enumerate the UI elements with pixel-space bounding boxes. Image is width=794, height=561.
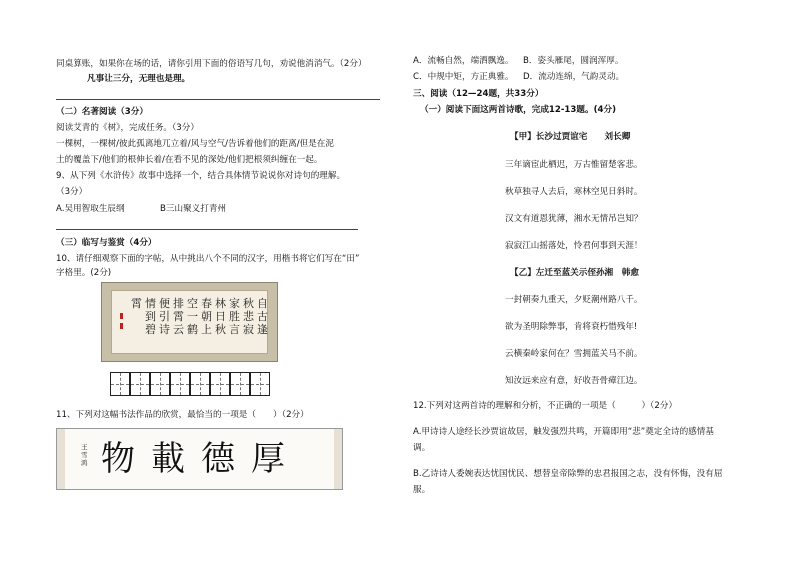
banner-text: 厚德載物 [101,439,301,479]
grid-cell[interactable] [250,372,270,396]
seal-stamp [120,313,123,319]
option-b: B三山聚义打青州 [160,204,227,214]
option-b-continued: 服。 [413,485,431,495]
grid-cell[interactable] [110,372,130,396]
copybook-column: 家胜言 [229,297,240,336]
question-10-score: 字格里。(2分) [56,268,112,278]
question-text: 同桌算账，如果你在场的话，请你引用下面的俗语写几句，劝说他消消气。（2分） [56,59,367,69]
section-title: （二）名著阅读（3分） [56,107,148,117]
copybook-column: 林日秋 [215,297,226,336]
poem-line: 土的覆盖下/他们的根伸长着/在看不见的深处/他们把根须纠缠在一起。 [56,155,323,165]
poem-line: 一棵树，一棵树/彼此孤离地兀立着/风与空气/告诉着他们的距离/但是在泥 [56,139,334,149]
grid-cell[interactable] [210,372,230,396]
poem-line: 知汝远来应有意，好收吾骨瘴江边。 [505,376,643,386]
banner-signature: 王雪鸿 [81,443,88,467]
option-d: D．流动连绵，气韵灵动。 [523,72,625,82]
copybook-column: 排霄云 [173,297,184,336]
question-9-score: （3分） [56,187,88,197]
copybook-column: 空一鹤 [187,297,198,336]
calligraphy-banner [56,428,343,490]
banner-edge [334,429,342,489]
section-intro: 阅读艾青的《树》，完成任务。（3分） [56,123,199,133]
divider [56,99,380,100]
poem-line: 寂寂江山摇落处，怜君何事到天涯！ [505,241,643,251]
copybook-column: 自古逢 [257,297,268,336]
question-10: 10、请仔细观察下面的字帖，从中挑出八个不同的汉字，用楷书将它们写在“田” [56,254,360,264]
poem-line: 云横秦岭家何在？雪拥蓝关马不前。 [505,349,643,359]
poem-title: 【甲】长沙过贾谊宅 刘长卿 [510,132,631,142]
poem-line: 汉文有道恩犹薄，湘水无情吊岂知？ [505,214,643,224]
question-11: 11、下列对这幅书法作品的欣赏，最恰当的一项是（ ）（2分） [56,410,309,420]
question-9: 9、从下列《水浒传》故事中选择一个，结合具体情节说说你对诗句的理解。 [56,171,346,181]
grid-cell[interactable] [130,372,150,396]
tianzige-grid[interactable] [110,372,278,396]
poem-line: 三年谪宦此栖迟，万古惟留楚客悲。 [505,160,643,170]
option-b: B．姿头雁尾，圆润浑厚。 [523,56,624,66]
option-a: A.甲诗诗人途经长沙贾谊故居，触发强烈共鸣，开篇即用“悲”奠定全诗的感情基 [413,427,714,437]
option-a: A.吴用智取生辰纲 [56,204,125,214]
option-c: C．中规中矩，方正典雅。 [413,72,514,82]
banner-edge [57,429,65,489]
option-a-continued: 调。 [413,443,431,453]
section-title: 三、阅读（12—24题，共33分） [413,89,544,99]
copybook-column: 情到碧 [145,297,156,336]
copybook-column: 秋悲寂 [243,297,254,336]
grid-cell[interactable] [230,372,250,396]
proverb-text: 凡事让三分，无理也是理。 [87,74,191,84]
grid-cell[interactable] [190,372,210,396]
copybook-column: 春朝上 [201,297,212,336]
grid-cell[interactable] [150,372,170,396]
question-12: 12.下列对这两首诗的理解和分析，不正确的一项是（ ）（2分） [413,401,678,411]
option-a: A．流畅自然，端洒飘逸。 [413,56,514,66]
copybook-image [101,282,278,362]
option-b: B.乙诗诗人委婉表达忧国忧民、想替皇帝除弊的忠君报国之志，没有怀悔，没有屈 [413,469,723,479]
copybook-column: 便引诗 [159,297,170,336]
copybook-column: 霄 [131,297,142,310]
section-title: （三）临写与鉴赏（4分） [56,238,157,248]
poem-line: 秋草独寻人去后，寒林空见日斜时。 [505,187,643,197]
seal-stamp [120,323,123,329]
grid-cell[interactable] [170,372,190,396]
poem-title: 【乙】左迁至蓝关示侄孙湘 韩愈 [510,268,639,278]
subsection-title: （一）阅读下面这两首诗歌，完成12-13题。(4分) [420,105,617,115]
divider [56,229,358,230]
poem-line: 一封朝奏九重天，夕贬潮州路八千。 [505,295,643,305]
poem-line: 欲为圣明除弊事，肯将衰朽惜残年! [505,322,638,332]
